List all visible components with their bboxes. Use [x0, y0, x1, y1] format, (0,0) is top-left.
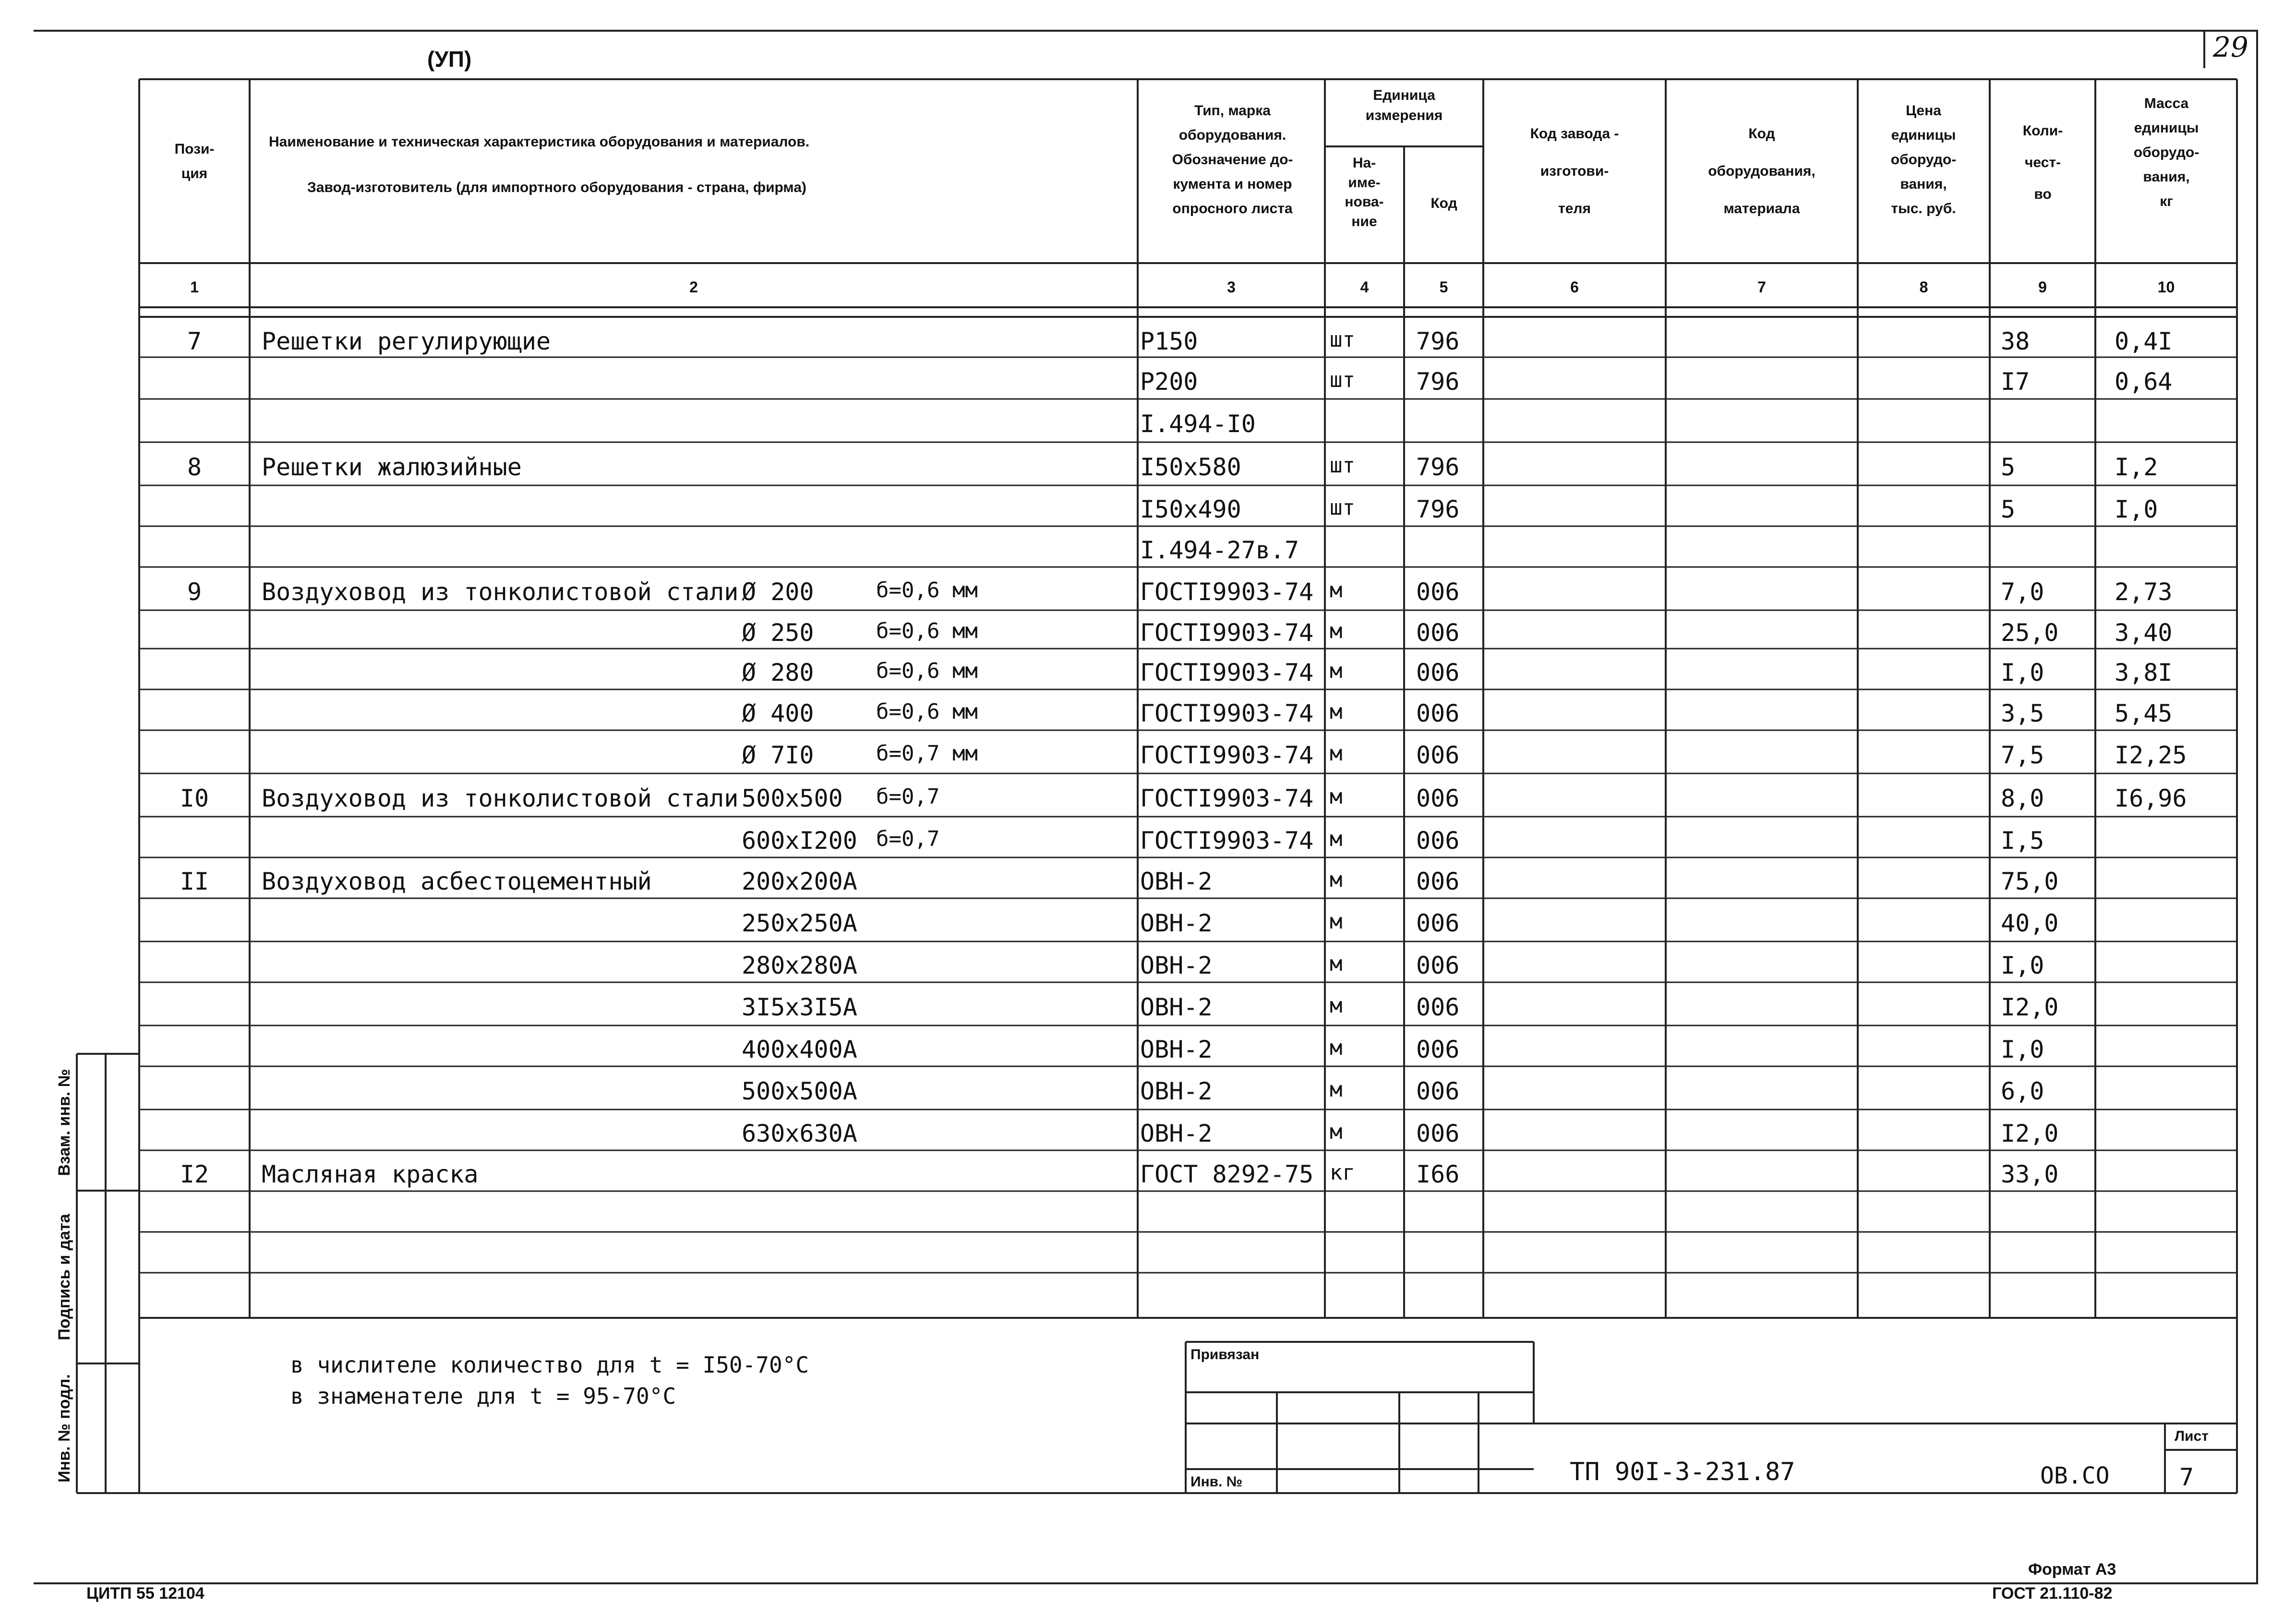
cell-unit: м [1330, 619, 1343, 643]
cell-unit: м [1330, 867, 1343, 892]
cell-spec: 630x630А [742, 1119, 857, 1147]
cell-code: 796 [1416, 327, 1460, 355]
cell-mass: I,2 [2115, 453, 2158, 481]
cell-pos: I2 [180, 1160, 209, 1188]
header-mass: Масса единицы оборудо- вания, кг [2133, 96, 2200, 209]
cell-code: I66 [1416, 1160, 1460, 1188]
cell-type: ОВН-2 [1140, 1077, 1213, 1105]
col-number-10: 10 [2157, 278, 2175, 296]
cell-mass: I2,25 [2115, 741, 2187, 769]
cell-spec: Ø 400 [742, 699, 814, 727]
cell-qty: 33,0 [2001, 1160, 2059, 1188]
cell-qty: I7 [2001, 367, 2030, 396]
col-number-6: 6 [1570, 278, 1579, 296]
header-name-line1: Наименование и техническая характеристика оборудования и материалов. [269, 134, 810, 150]
cell-type: ОВН-2 [1140, 909, 1213, 937]
cell-spec: Ø 7I0 [742, 741, 814, 769]
cell-qty: 25,0 [2001, 619, 2059, 647]
cell-type: ГОСТI9903-74 [1140, 826, 1314, 855]
header-equipment-code: Код оборудования, материала [1708, 126, 1815, 217]
cell-qty: 38 [2001, 327, 2030, 355]
cell-spec: 280x280А [742, 951, 857, 979]
cell-code: 006 [1416, 619, 1460, 647]
page-number: 29 [2213, 31, 2248, 63]
cell-type: I50x580 [1140, 453, 1241, 481]
cell-unit: шт [1330, 327, 1355, 352]
cell-pos: I0 [180, 784, 209, 812]
cell-spec: 250x250А [742, 909, 857, 937]
cell-qty: 7,5 [2001, 741, 2044, 769]
sheet-number: 7 [2179, 1463, 2194, 1491]
cell-thick: б=0,7 [876, 826, 940, 851]
cell-qty: 6,0 [2001, 1077, 2044, 1105]
cell-mass: 3,8I [2115, 658, 2173, 687]
cell-mass: I6,96 [2115, 784, 2187, 812]
header-position: Пози- ция [174, 141, 215, 181]
col-number-8: 8 [1919, 278, 1928, 296]
header-unit-code: Код [1430, 195, 1457, 211]
cell-spec: 500x500 [742, 784, 843, 812]
cell-qty: I2,0 [2001, 1119, 2059, 1147]
stamp-podpis: Подпись и дата [55, 1214, 73, 1340]
cell-thick: б=0,6 мм [876, 658, 978, 683]
cell-unit: м [1330, 699, 1343, 724]
cell-qty: 5 [2001, 495, 2016, 523]
cell-thick: б=0,7 мм [876, 741, 978, 766]
cell-type: ГОСТI9903-74 [1140, 699, 1314, 727]
cell-type: I50x490 [1140, 495, 1241, 523]
cell-code: 006 [1416, 826, 1460, 855]
cell-unit: м [1330, 784, 1343, 809]
cell-thick: б=0,6 мм [876, 578, 978, 603]
header-unit-group: Единица измерения [1365, 87, 1443, 123]
cell-mass: 5,45 [2115, 699, 2173, 727]
cell-type: ОВН-2 [1140, 1119, 1213, 1147]
cell-code: 006 [1416, 1035, 1460, 1063]
cell-qty: I,0 [2001, 951, 2044, 979]
cell-type: Р150 [1140, 327, 1198, 355]
cell-code: 006 [1416, 784, 1460, 812]
col-number-9: 9 [2038, 278, 2047, 296]
col-number-4: 4 [1360, 278, 1369, 296]
format-text: Формат А3 [2028, 1560, 2116, 1579]
cell-unit: м [1330, 826, 1343, 851]
header-unit-name: На- име- нова- ние [1345, 155, 1384, 229]
col-number-2: 2 [689, 278, 698, 296]
cell-code: 006 [1416, 741, 1460, 769]
col-number-7: 7 [1757, 278, 1766, 296]
cell-spec: Ø 200 [742, 578, 814, 606]
cell-spec: 600xI200 [742, 826, 857, 855]
cell-thick: б=0,6 мм [876, 619, 978, 643]
cell-type: ОВН-2 [1140, 1035, 1213, 1063]
stamp-vzam-inv: Взам. инв. № [55, 1069, 73, 1176]
cell-mass: 0,4I [2115, 327, 2173, 355]
note-numerator: в числителе количество для t = I50-70°С [290, 1352, 809, 1378]
cell-unit: кг [1330, 1160, 1355, 1185]
col-number-5: 5 [1439, 278, 1448, 296]
cell-mass: I,0 [2115, 495, 2158, 523]
cell-type: ГОСТI9903-74 [1140, 784, 1314, 812]
cell-pos: 8 [187, 453, 202, 481]
cell-type: ГОСТI9903-74 [1140, 741, 1314, 769]
cell-code: 796 [1416, 495, 1460, 523]
cell-name: Решетки регулирующие [262, 327, 551, 355]
cell-pos: 7 [187, 327, 202, 355]
cell-type: ОВН-2 [1140, 951, 1213, 979]
cell-pos: 9 [187, 578, 202, 606]
header-quantity: Коли- чест- во [2022, 123, 2063, 202]
cell-unit: шт [1330, 367, 1355, 392]
cell-pos: II [180, 867, 209, 895]
cell-code: 006 [1416, 909, 1460, 937]
cell-mass: 2,73 [2115, 578, 2173, 606]
cell-type: ОВН-2 [1140, 993, 1213, 1021]
col-number-1: 1 [190, 278, 199, 296]
cell-spec: 200x200А [742, 867, 857, 895]
cell-qty: I2,0 [2001, 993, 2059, 1021]
header-factory-code: Код завода - изготови- теля [1530, 126, 1619, 217]
cell-unit: м [1330, 578, 1343, 603]
cell-type: I.494-I0 [1140, 410, 1256, 438]
cell-code: 006 [1416, 867, 1460, 895]
cell-unit: м [1330, 1077, 1343, 1102]
cell-qty: 8,0 [2001, 784, 2044, 812]
cell-qty: I,5 [2001, 826, 2044, 855]
cell-spec: 3I5x3I5А [742, 993, 857, 1021]
cell-code: 796 [1416, 453, 1460, 481]
cell-code: 006 [1416, 1077, 1460, 1105]
cell-code: 006 [1416, 993, 1460, 1021]
cell-unit: шт [1330, 453, 1355, 478]
cell-qty: 7,0 [2001, 578, 2044, 606]
stamp-inv-podl: Инв. № подл. [55, 1374, 73, 1483]
cell-name: Воздуховод асбестоцементный [262, 867, 652, 895]
drawing-mark: ОВ.СО [2040, 1462, 2110, 1489]
cell-unit: м [1330, 909, 1343, 934]
cell-unit: м [1330, 993, 1343, 1018]
cell-code: 006 [1416, 1119, 1460, 1147]
cell-qty: I,0 [2001, 658, 2044, 687]
cell-name: Воздуховод из тонколистовой стали [262, 784, 739, 812]
header-price: Цена единицы оборудо- вания, тыс. руб. [1890, 103, 1957, 217]
cell-unit: м [1330, 951, 1343, 976]
col-number-3: 3 [1227, 278, 1236, 296]
cell-spec: Ø 250 [742, 619, 814, 647]
cell-name: Масляная краска [262, 1160, 479, 1188]
cell-qty: 40,0 [2001, 909, 2059, 937]
cell-unit: м [1330, 741, 1343, 766]
cell-type: ГОСТI9903-74 [1140, 619, 1314, 647]
cell-unit: м [1330, 1035, 1343, 1060]
cell-unit: шт [1330, 495, 1355, 520]
cell-qty: 3,5 [2001, 699, 2044, 727]
cell-type: I.494-27в.7 [1140, 536, 1299, 564]
cell-mass: 3,40 [2115, 619, 2173, 647]
cell-type: Р200 [1140, 367, 1198, 396]
header-type: Тип, марка оборудования. Обозначение до- кумента и номер опросного листа [1172, 103, 1293, 217]
cell-code: 006 [1416, 658, 1460, 687]
inv-no-label: Инв. № [1190, 1474, 1243, 1490]
privyazan-label: Привязан [1190, 1347, 1260, 1363]
note-denominator: в знаменателе для t = 95-70°С [290, 1383, 676, 1409]
cell-code: 796 [1416, 367, 1460, 396]
cell-spec: 400x400А [742, 1035, 857, 1063]
gost-text: ГОСТ 21.110-82 [1992, 1584, 2113, 1603]
cell-thick: б=0,7 [876, 784, 940, 809]
cell-name: Воздуховод из тонколистовой стали [262, 578, 739, 606]
cell-type: ГОСТI9903-74 [1140, 658, 1314, 687]
cell-name: Решетки жалюзийные [262, 453, 522, 481]
cell-qty: I,0 [2001, 1035, 2044, 1063]
cell-type: ГОСТI9903-74 [1140, 578, 1314, 606]
header-name-line2: Завод-изготовитель (для импортного оборудования - страна, фирма) [307, 180, 806, 195]
cell-code: 006 [1416, 951, 1460, 979]
cell-spec: 500x500А [742, 1077, 857, 1105]
cell-thick: б=0,6 мм [876, 699, 978, 724]
cell-qty: 75,0 [2001, 867, 2059, 895]
cell-code: 006 [1416, 578, 1460, 606]
corner-mark: (УП) [427, 47, 472, 72]
cell-unit: м [1330, 1119, 1343, 1144]
cell-code: 006 [1416, 699, 1460, 727]
cipher-text: ЦИТП 55 12104 [86, 1584, 204, 1603]
cell-qty: 5 [2001, 453, 2016, 481]
cell-unit: м [1330, 658, 1343, 683]
sheet-label: Лист [2175, 1428, 2209, 1444]
cell-type: ГОСТ 8292-75 [1140, 1160, 1314, 1188]
cell-type: ОВН-2 [1140, 867, 1213, 895]
cell-mass: 0,64 [2115, 367, 2173, 396]
cell-spec: Ø 280 [742, 658, 814, 687]
document-code: ТП 90I-3-231.87 [1570, 1458, 1795, 1486]
